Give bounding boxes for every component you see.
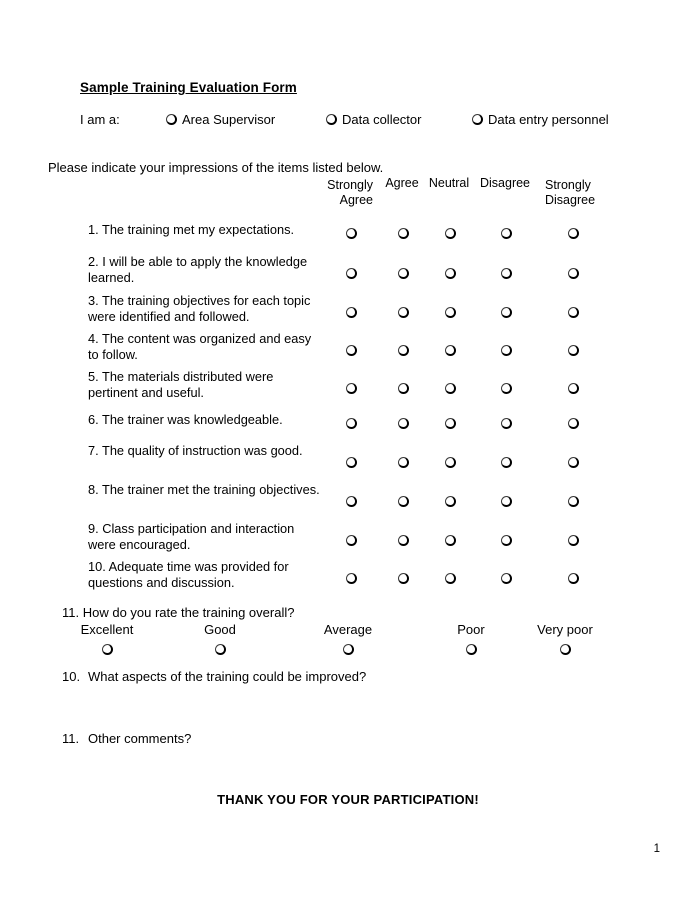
radio-circle-icon[interactable] [501, 496, 512, 507]
radio-circle-icon[interactable] [398, 573, 409, 584]
radio-circle-wrap[interactable] [47, 641, 167, 656]
role-option-data-entry-personnel[interactable] [472, 112, 609, 127]
overall-option-label: Good [204, 622, 236, 637]
table-row [0, 222, 696, 240]
rating-option-cell[interactable] [344, 380, 358, 398]
rating-option-cell[interactable] [344, 493, 358, 511]
radio-circle-icon[interactable] [568, 535, 579, 546]
role-option-label: Area Supervisor [182, 112, 276, 127]
radio-circle-icon[interactable] [568, 268, 579, 279]
rating-option-cell[interactable] [344, 532, 358, 550]
radio-circle-wrap[interactable] [505, 641, 625, 656]
radio-circle-icon[interactable] [445, 383, 456, 394]
role-option-label: Data collector [342, 112, 422, 127]
rating-option-cell[interactable] [344, 304, 358, 322]
rating-option-cell[interactable] [443, 570, 457, 588]
rating-option-cell[interactable] [566, 415, 580, 433]
role-option-area-supervisor[interactable] [166, 112, 275, 127]
radio-circle-icon[interactable] [398, 535, 409, 546]
radio-circle-icon[interactable] [445, 573, 456, 584]
rating-option-cell[interactable] [344, 225, 358, 243]
radio-circle-wrap[interactable] [288, 641, 408, 656]
rating-item-options [0, 222, 696, 240]
role-question-row [80, 112, 640, 128]
rating-option-cell[interactable] [499, 265, 513, 283]
rating-option-cell[interactable] [499, 570, 513, 588]
radio-circle-icon[interactable] [398, 496, 409, 507]
radio-circle-icon[interactable] [398, 418, 409, 429]
radio-circle-icon[interactable] [445, 345, 456, 356]
rating-option-cell[interactable] [344, 415, 358, 433]
role-option-label: Data entry personnel [488, 112, 609, 127]
radio-circle-icon[interactable] [472, 114, 483, 125]
rating-option-cell[interactable] [566, 304, 580, 322]
radio-circle-icon[interactable] [501, 573, 512, 584]
radio-circle-icon[interactable] [501, 457, 512, 468]
rating-option-cell[interactable] [566, 265, 580, 283]
radio-circle-icon[interactable] [346, 307, 357, 318]
radio-circle-icon[interactable] [501, 345, 512, 356]
radio-circle-icon[interactable] [501, 307, 512, 318]
rating-option-cell[interactable] [344, 265, 358, 283]
open-question-number: 11. [62, 731, 80, 746]
instruction-text: Please indicate your impressions of the items listed below. [48, 160, 384, 175]
rating-option-cell[interactable] [443, 454, 457, 472]
open-question-number: 10. [62, 669, 81, 684]
radio-circle-icon[interactable] [346, 383, 357, 394]
table-row [0, 482, 696, 516]
table-row [0, 293, 696, 327]
table-row [0, 331, 696, 365]
column-header-disagree [462, 176, 548, 191]
role-question-label: I am a: [80, 112, 120, 127]
radio-circle-icon[interactable] [445, 268, 456, 279]
rating-option-cell[interactable] [396, 493, 410, 511]
rating-option-cell[interactable] [499, 225, 513, 243]
column-header-line1: Agree [385, 176, 419, 190]
rating-option-cell[interactable] [443, 265, 457, 283]
radio-circle-icon[interactable] [501, 418, 512, 429]
rating-option-cell[interactable] [396, 415, 410, 433]
overall-option-label: Average [323, 622, 373, 637]
rating-option-cell[interactable] [396, 225, 410, 243]
role-option-data-collector[interactable] [326, 112, 421, 127]
page-title: Sample Training Evaluation Form [80, 80, 297, 95]
radio-circle-icon[interactable] [568, 345, 579, 356]
rating-option-cell[interactable] [499, 493, 513, 511]
radio-circle-icon[interactable] [346, 457, 357, 468]
radio-circle-icon[interactable] [445, 228, 456, 239]
rating-option-cell[interactable] [396, 454, 410, 472]
rating-item-text: 8. The trainer met the training objectives. [88, 482, 320, 497]
rating-option-cell[interactable] [344, 454, 358, 472]
table-row [0, 254, 696, 288]
radio-circle-icon[interactable] [445, 457, 456, 468]
radio-circle-icon[interactable] [326, 114, 337, 125]
column-header-strongly-disagree [545, 178, 631, 208]
table-row [0, 521, 696, 555]
rating-item-options [0, 331, 696, 365]
radio-circle-icon[interactable] [466, 644, 477, 655]
rating-option-cell[interactable] [396, 380, 410, 398]
rating-option-cell[interactable] [344, 570, 358, 588]
overall-option-average[interactable] [288, 622, 408, 656]
column-header-line1: Strongly [327, 178, 373, 192]
radio-circle-icon[interactable] [445, 418, 456, 429]
overall-rating-question: 11. How do you rate the training overall? [62, 605, 295, 620]
rating-option-cell[interactable] [566, 532, 580, 550]
rating-option-cell[interactable] [396, 570, 410, 588]
open-question-text: What aspects of the training could be improved? [88, 669, 367, 684]
rating-option-cell[interactable] [499, 454, 513, 472]
rating-item-options [0, 482, 696, 516]
radio-circle-icon[interactable] [398, 457, 409, 468]
radio-circle-icon[interactable] [346, 573, 357, 584]
radio-circle-icon[interactable] [343, 644, 354, 655]
page-number: 1 [653, 843, 660, 855]
column-header-line1: Neutral [428, 176, 470, 190]
radio-circle-icon[interactable] [568, 307, 579, 318]
rating-option-cell[interactable] [499, 342, 513, 360]
column-header-line1: Strongly [545, 178, 591, 192]
radio-circle-icon[interactable] [102, 644, 113, 655]
radio-circle-icon[interactable] [501, 383, 512, 394]
radio-circle-icon[interactable] [445, 496, 456, 507]
rating-option-cell[interactable] [344, 342, 358, 360]
rating-item-text: 5. The materials distributed were pertinent and useful. [88, 369, 274, 400]
rating-option-cell[interactable] [443, 342, 457, 360]
scale-column-headers [0, 176, 696, 212]
radio-circle-icon[interactable] [398, 345, 409, 356]
rating-option-cell[interactable] [499, 532, 513, 550]
rating-item-options [0, 293, 696, 327]
rating-item-text: 4. The content was organized and easy to follow. [88, 331, 312, 362]
rating-item-options [0, 521, 696, 555]
column-header-line1: Disagree [479, 176, 531, 190]
radio-circle-icon[interactable] [398, 228, 409, 239]
rating-item-text: 3. The training objectives for each topic were identified and followed. [88, 293, 311, 324]
rating-option-cell[interactable] [443, 225, 457, 243]
radio-circle-icon[interactable] [568, 573, 579, 584]
radio-circle-icon[interactable] [346, 418, 357, 429]
overall-option-good[interactable] [160, 622, 280, 656]
radio-circle-icon[interactable] [445, 535, 456, 546]
rating-option-cell[interactable] [396, 265, 410, 283]
rating-option-cell[interactable] [443, 415, 457, 433]
rating-item-options [0, 443, 696, 477]
overall-option-very-poor[interactable] [505, 622, 625, 656]
rating-item-text: 10. Adequate time was provided for questions and discussion. [88, 559, 289, 590]
rating-item-options [0, 369, 696, 403]
radio-circle-icon[interactable] [560, 644, 571, 655]
overall-option-label: Very poor [537, 622, 593, 637]
rating-option-cell[interactable] [566, 454, 580, 472]
radio-circle-icon[interactable] [346, 268, 357, 279]
table-row [0, 369, 696, 403]
rating-item-options [0, 254, 696, 288]
radio-circle-icon[interactable] [215, 644, 226, 655]
rating-option-cell[interactable] [396, 304, 410, 322]
rating-option-cell[interactable] [566, 380, 580, 398]
rating-option-cell[interactable] [566, 225, 580, 243]
column-header-line2: Disagree [545, 193, 596, 207]
radio-circle-icon[interactable] [568, 228, 579, 239]
rating-item-options [0, 412, 696, 430]
open-question-text: Other comments? [88, 731, 192, 746]
rating-item-text: 6. The trainer was knowledgeable. [88, 412, 283, 427]
radio-circle-icon[interactable] [346, 345, 357, 356]
rating-option-cell[interactable] [443, 532, 457, 550]
overall-option-excellent[interactable] [47, 622, 167, 656]
rating-option-cell[interactable] [443, 493, 457, 511]
table-row [0, 412, 696, 430]
radio-circle-icon[interactable] [501, 268, 512, 279]
rating-item-text: 2. I will be able to apply the knowledge learned. [88, 254, 308, 285]
radio-circle-icon[interactable] [568, 418, 579, 429]
radio-circle-icon[interactable] [568, 383, 579, 394]
rating-option-cell[interactable] [566, 570, 580, 588]
rating-option-cell[interactable] [396, 342, 410, 360]
radio-circle-icon[interactable] [346, 535, 357, 546]
radio-circle-icon[interactable] [445, 307, 456, 318]
rating-item-text: 7. The quality of instruction was good. [88, 443, 303, 458]
rating-option-cell[interactable] [566, 342, 580, 360]
overall-option-label: Excellent [80, 622, 134, 637]
table-row [0, 559, 696, 593]
open-question-comments [62, 731, 191, 746]
rating-option-cell[interactable] [499, 415, 513, 433]
column-header-line2: Agree [339, 193, 373, 207]
rating-option-cell[interactable] [396, 532, 410, 550]
radio-circle-icon[interactable] [568, 496, 579, 507]
overall-option-label: Poor [457, 622, 485, 637]
radio-circle-icon[interactable] [398, 383, 409, 394]
rating-option-cell[interactable] [443, 304, 457, 322]
rating-item-text: 1. The training met my expectations. [88, 222, 295, 237]
radio-circle-icon[interactable] [501, 535, 512, 546]
radio-circle-wrap[interactable] [160, 641, 280, 656]
radio-circle-icon[interactable] [568, 457, 579, 468]
radio-circle-icon[interactable] [346, 228, 357, 239]
overall-rating-scale [0, 622, 696, 662]
radio-circle-icon[interactable] [166, 114, 177, 125]
rating-item-text: 9. Class participation and interaction were encouraged. [88, 521, 295, 552]
rating-item-options [0, 559, 696, 593]
radio-circle-icon[interactable] [346, 496, 357, 507]
table-row [0, 443, 696, 477]
radio-circle-icon[interactable] [398, 268, 409, 279]
rating-option-cell[interactable] [443, 380, 457, 398]
radio-circle-icon[interactable] [501, 228, 512, 239]
rating-option-cell[interactable] [499, 380, 513, 398]
open-question-improvements [62, 669, 366, 684]
rating-option-cell[interactable] [566, 493, 580, 511]
rating-option-cell[interactable] [499, 304, 513, 322]
thank-you-message: THANK YOU FOR YOUR PARTICIPATION! [217, 792, 479, 807]
radio-circle-icon[interactable] [398, 307, 409, 318]
